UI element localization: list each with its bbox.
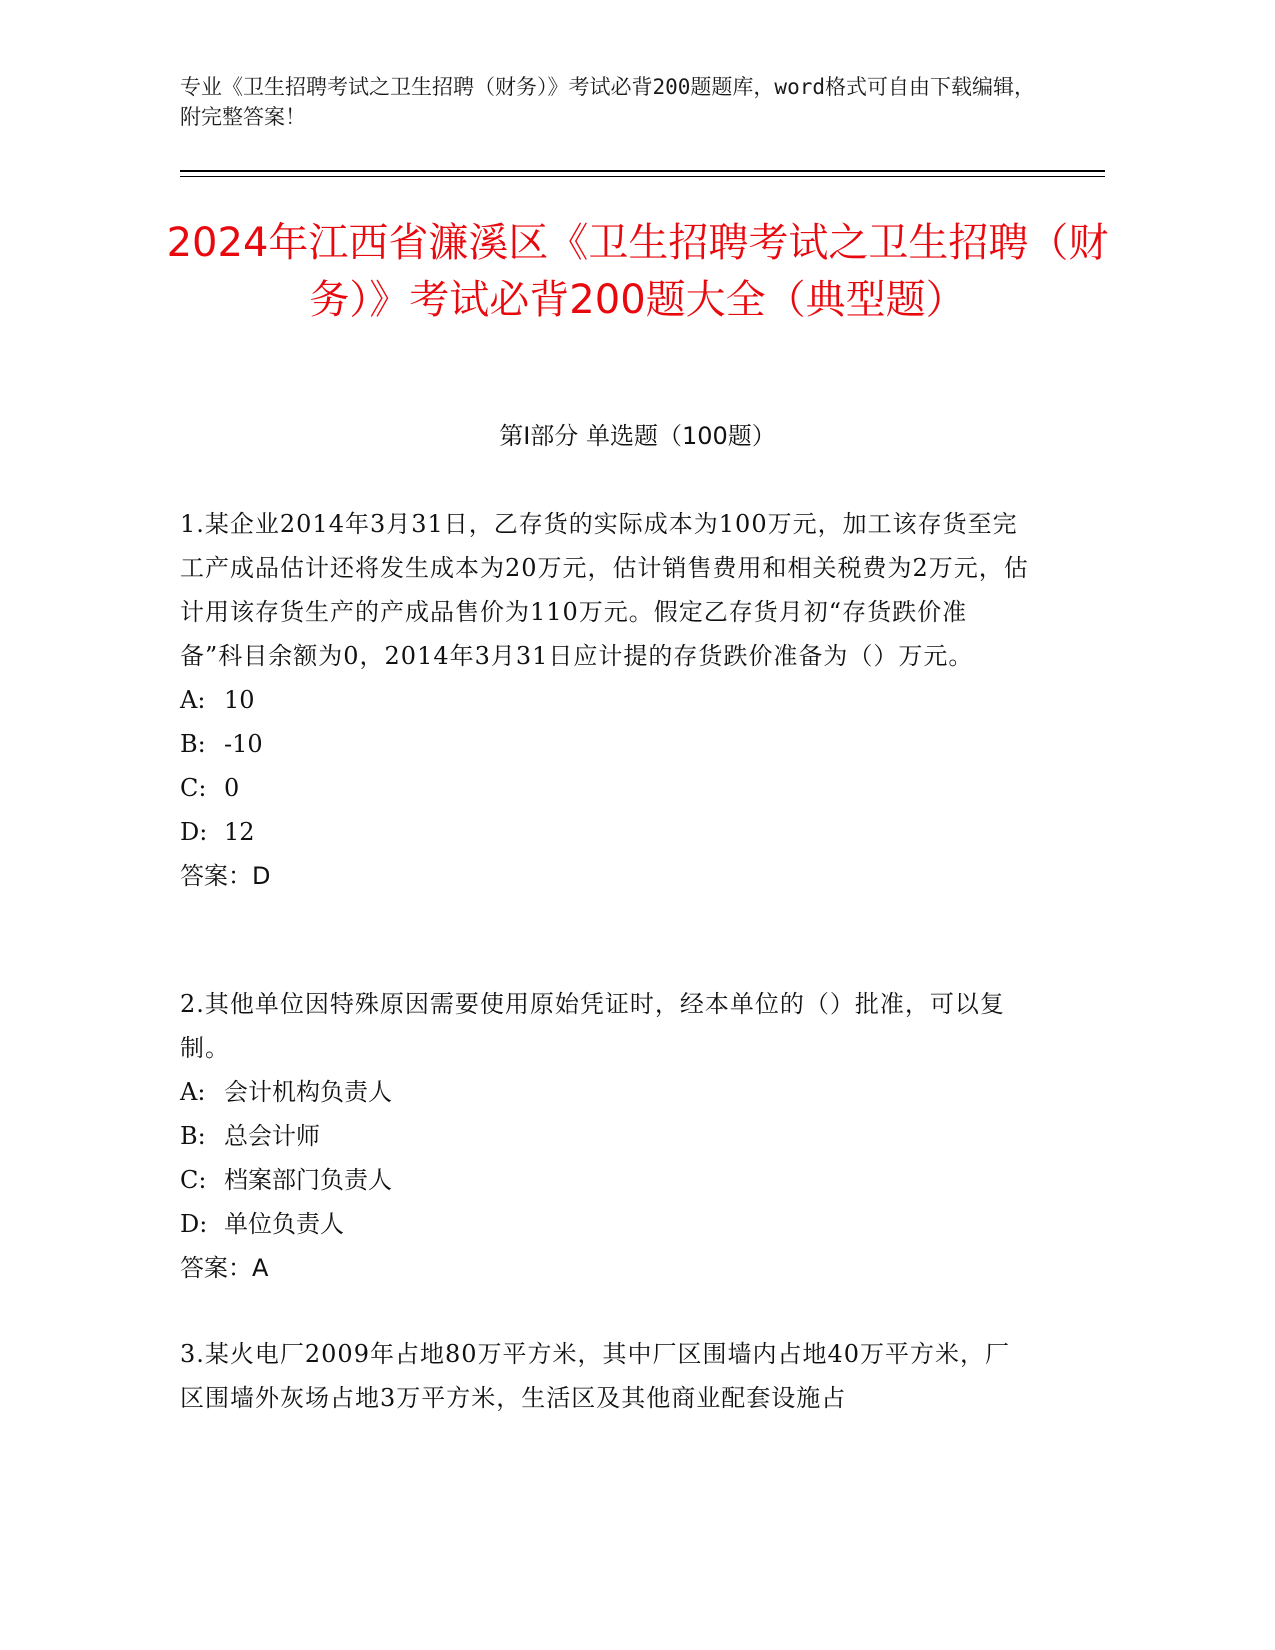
option-key: D: <box>180 1210 208 1238</box>
question-text: 3.某火电厂2009年占地80万平方米，其中厂区围墙内占地40万平方米，厂区围墙外灰场占地3万平方米，生活区及其他商业配套设施占 <box>180 1340 1011 1412</box>
section-heading: 第I部分 单选题（100题） <box>499 422 776 450</box>
header-note: 专业《卫生招聘考试之卫生招聘（财务）》考试必背200题题库，word格式可自由下载编辑，附完整答案！ <box>180 75 1035 129</box>
option-key: D: <box>180 818 208 846</box>
option-d <box>180 1202 1030 1246</box>
option-text: 10 <box>224 686 255 714</box>
option-c <box>180 1158 1030 1202</box>
option-text: 会计机构负责人 <box>224 1078 392 1106</box>
answer-line: 答案：A <box>180 1254 269 1282</box>
option-c <box>180 766 1030 810</box>
document-title: 2024年江西省濂溪区《卫生招聘考试之卫生招聘（财务）》考试必背200题大全（典型题） <box>166 220 1109 323</box>
option-key: A: <box>180 1078 206 1106</box>
option-text: 12 <box>224 818 255 846</box>
option-text: 单位负责人 <box>224 1210 344 1238</box>
question-3 <box>180 1332 1030 1420</box>
option-a <box>180 1070 1030 1114</box>
option-key: A: <box>180 686 206 714</box>
header-divider-thin <box>180 176 1105 177</box>
option-key: B: <box>180 1122 206 1150</box>
option-b <box>180 1114 1030 1158</box>
option-text: 0 <box>224 774 240 802</box>
question-text: 2.其他单位因特殊原因需要使用原始凭证时，经本单位的（）批准，可以复制。 <box>180 990 1005 1062</box>
option-key: C: <box>180 774 207 802</box>
option-text: 档案部门负责人 <box>224 1166 392 1194</box>
question-text: 1.某企业2014年3月31日，乙存货的实际成本为100万元，加工该存货至完工产成品估计还将发生成本为20万元，估计销售费用和相关税费为2万元，估计用该存货生产的产成品售价为110万元。假定乙存货月初“存货跌价准备”科目余额为0，2014年3月31日应计提的存货跌价准备为（）万元。 <box>180 510 1029 670</box>
option-text: -10 <box>224 730 263 758</box>
question-1 <box>180 502 1030 898</box>
option-b <box>180 722 1030 766</box>
header-divider-thick <box>180 170 1105 172</box>
option-key: B: <box>180 730 206 758</box>
option-key: C: <box>180 1166 207 1194</box>
option-text: 总会计师 <box>224 1122 320 1150</box>
answer-line: 答案：D <box>180 862 271 890</box>
option-d <box>180 810 1030 854</box>
option-a <box>180 678 1030 722</box>
question-2 <box>180 982 1030 1290</box>
